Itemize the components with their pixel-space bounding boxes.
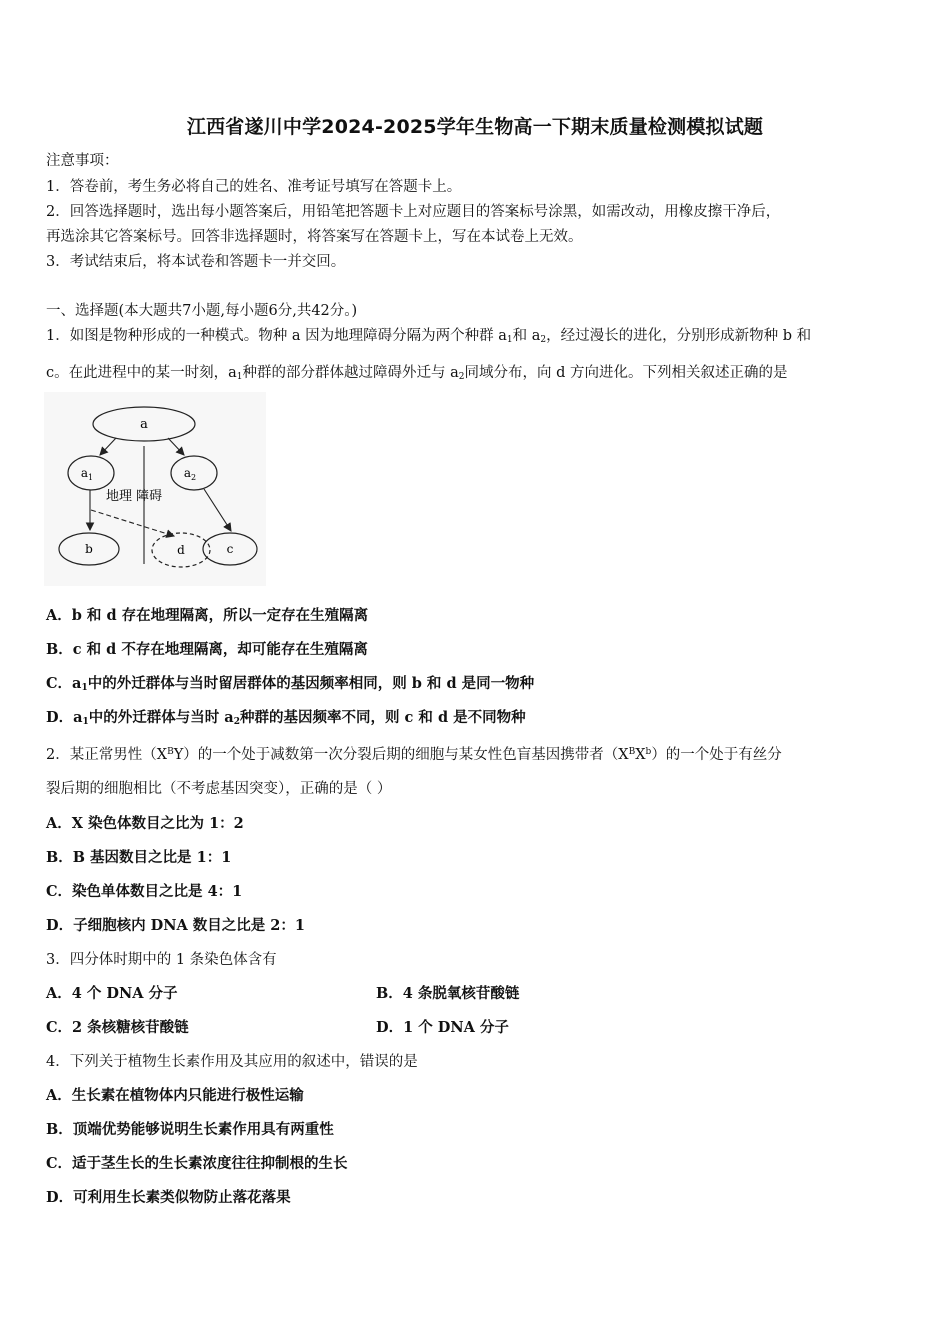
- question-number: 2．: [46, 747, 70, 763]
- question-3-option-c: C．2 条核糖核苷酸链: [46, 1019, 189, 1036]
- page-title: 江西省遂川中学2024-2025学年生物高一下期末质量检测模拟试题: [186, 116, 764, 138]
- notice-item: 1．答卷前，考生务必将自己的姓名、准考证号填写在答题卡上。: [46, 179, 462, 195]
- node-b-label: b: [85, 542, 93, 556]
- question-number: 3．: [46, 952, 70, 968]
- question-4-stem: 4．下列关于植物生长素作用及其应用的叙述中，错误的是: [46, 1054, 418, 1070]
- question-1-option-a: A．b 和 d 存在地理隔离，所以一定存在生殖隔离: [46, 607, 369, 624]
- question-number: 1．: [46, 328, 70, 344]
- speciation-diagram: [44, 392, 266, 586]
- question-4-option-d: D．可利用生长素类似物防止落花落果: [46, 1189, 291, 1206]
- question-4-option-c: C．适于茎生长的生长素浓度往往抑制根的生长: [46, 1155, 348, 1172]
- barrier-label: 地理 障碍: [106, 489, 163, 504]
- node-c-label: c: [226, 542, 234, 556]
- question-2-stem-cont: 裂后期的细胞相比（不考虑基因突变），正确的是（ ）: [46, 781, 392, 797]
- notice-item: 2．回答选择题时，选出每小题答案后，用铅笔把答题卡上对应题目的答案标号涂黑，如需改动，用橡皮擦干净后，: [46, 204, 781, 220]
- notice-item: 3．考试结束后，将本试卷和答题卡一并交回。: [46, 254, 346, 270]
- question-4-option-b: B．顶端优势能够说明生长素作用具有两重性: [46, 1121, 334, 1138]
- notice-item: 再选涂其它答案标号。回答非选择题时，将答案写在答题卡上，写在本试卷上无效。: [46, 229, 583, 245]
- question-2-stem: 2．某正常男性$(X^BY)$的一个处于减数第一次分裂后期的细胞与某女性色盲基因携带者$(X^BX^b)$的一个处于有丝分: [46, 747, 782, 763]
- node-a1-label: $a_1$: [80, 466, 94, 482]
- question-2-option-a: A．X 染色体数目之比为 1：2: [46, 815, 244, 832]
- question-2-option-d: D．子细胞核内 DNA 数目之比是 2：1: [46, 917, 305, 934]
- question-1-stem: 1．如图是物种形成的一种模式。物种 a 因为地理障碍分隔为两个种群 $a_1$和 $a_2$，经过漫长的进化，分别形成新物种 b 和: [46, 328, 812, 345]
- question-3-option-d: D．1 个 DNA 分子: [376, 1019, 509, 1036]
- question-4-option-a: A．生长素在植物体内只能进行极性运输: [46, 1087, 304, 1104]
- question-3-option-a: A．4 个 DNA 分子: [46, 985, 178, 1002]
- node-d-label: d: [177, 543, 185, 557]
- section-heading: 一、选择题(本大题共7小题,每小题6分,共42分。): [46, 303, 358, 319]
- question-3-stem: 3．四分体时期中的 1 条染色体含有: [46, 952, 277, 968]
- question-1-option-d: D．$a_1$中的外迁群体与当时 $a_2$种群的基因频率不同，则 c 和 d 是不同物种: [46, 709, 526, 727]
- notice-heading: 注意事项：: [46, 153, 119, 169]
- node-a2-label: $a_2$: [183, 466, 197, 482]
- question-1-stem-cont: c。在此进程中的某一时刻，$a_1$种群的部分群体越过障碍外迁与 $a_2$同域分布，向 d 方向进化。下列相关叙述正确的是: [46, 365, 788, 382]
- question-2-option-b: B．B 基因数目之比是 1：1: [46, 849, 232, 866]
- question-3-option-b: B．4 条脱氧核苷酸链: [376, 985, 520, 1002]
- node-a-label: a: [140, 417, 148, 432]
- question-1-option-c: C．$a_1$中的外迁群体与当时留居群体的基因频率相同，则 b 和 d 是同一物种: [46, 675, 535, 693]
- question-number: 4．: [46, 1054, 70, 1070]
- question-1-option-b: B．c 和 d 不存在地理隔离，却可能存在生殖隔离: [46, 641, 368, 658]
- question-2-option-c: C．染色单体数目之比是 4：1: [46, 883, 243, 900]
